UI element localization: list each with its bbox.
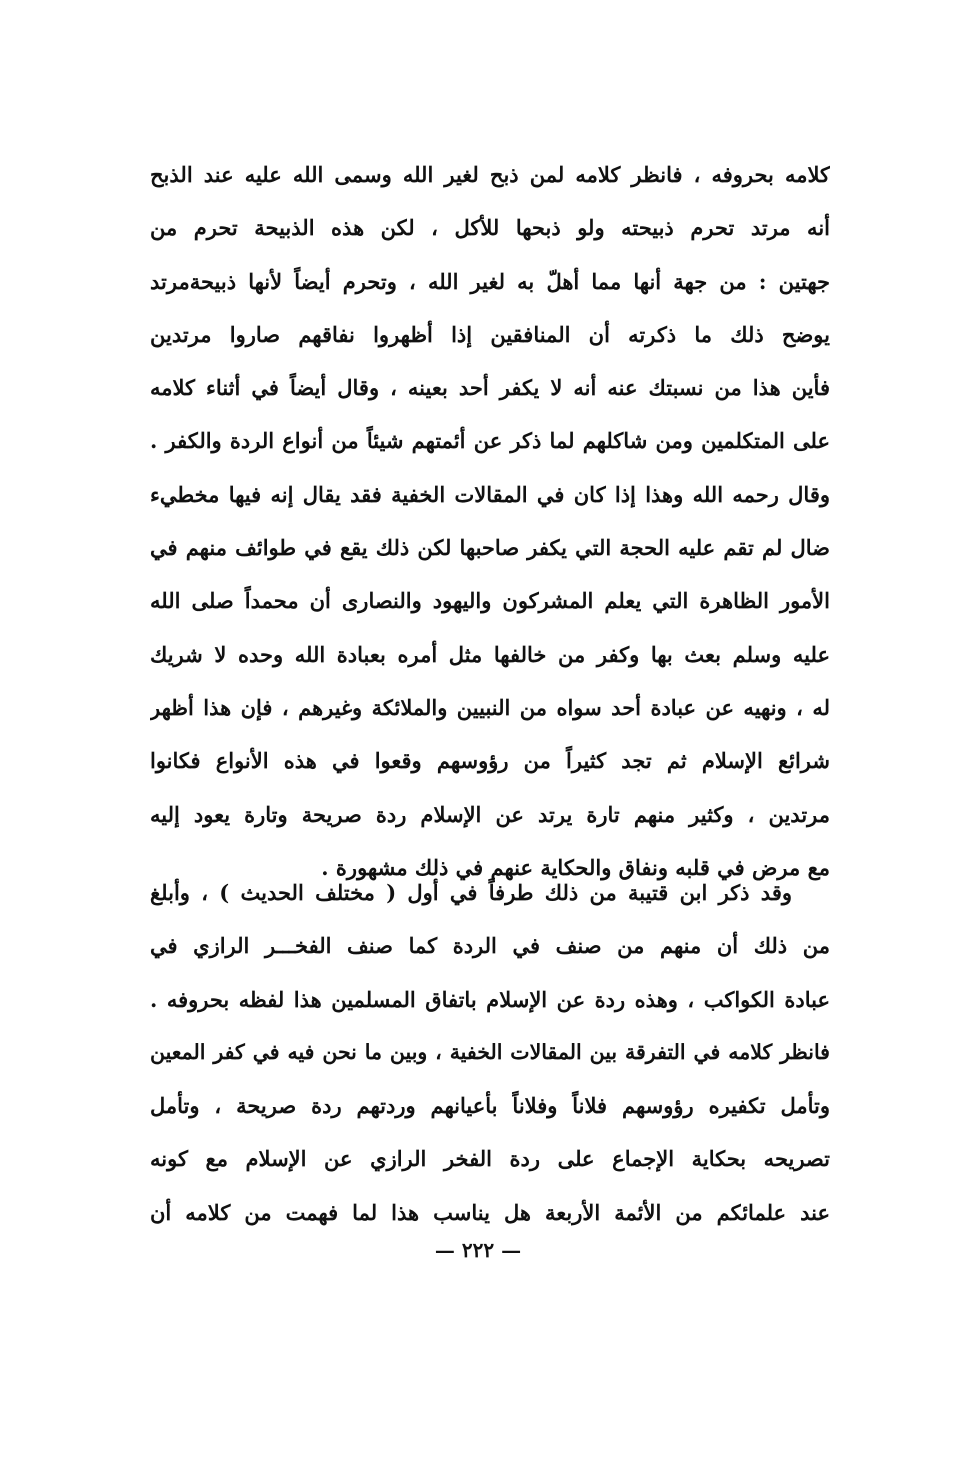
text-line: وقال رحمه الله وهذا إذا كان في المقالات الخفية فقد يقال إنه فيها مخطيء	[150, 481, 830, 507]
page-number: — ٢٢٢ —	[434, 1238, 522, 1262]
text-line: من ذلك أن منهم من صنف في الردة كما صنف الفخـــر الرازي في	[150, 933, 830, 959]
text-line: يوضح ذلك ما ذكرته أن المنافقين إذا أظهروا نفاقهم صاروا مرتدين	[150, 321, 830, 347]
text-line: على المتكلمين ومن شاكلهم لما ذكر عن أئمتهم شيئاً من أنواع الردة والكفر .	[150, 428, 830, 454]
text-line: وقد ذكر ابن قتيبة من ذلك طرفاً في أول ( مختلف الحديث ) ، وأبلغ	[150, 880, 792, 905]
text-line: عبادة الكواكب ، وهذه ردة عن الإسلام باتفاق المسلمين هذا لفظه بحروفه .	[150, 986, 830, 1012]
text-line: مرتدين ، وكثير منهم تارة يرتد عن الإسلام ردة صريحة وتارة يعود إليه	[150, 801, 830, 827]
text-line: الأمور الظاهرة التي يعلم المشركون واليهود والنصارى أن محمداً صلى الله	[150, 588, 830, 614]
paragraph-1	[150, 148, 830, 894]
text-line: كلامه بحروفه ، فانظر كلامه لمن ذبح لغير الله وسمى الله عليه عند الذبح	[150, 162, 830, 187]
text-line: له ، ونهيه عن عبادة أحد سواه من النبيين والملائكة وغيرهم ، فإن هذا أظهر	[150, 694, 830, 720]
paragraph-2	[150, 866, 830, 1239]
text-line: ضال لم تقم عليه الحجة التي يكفر صاحبها لكن ذلك يقع في طوائف منهم في	[150, 535, 830, 561]
text-line: جهتين : من جهة أنها مما أهلّ به لغير الله ، وتحرم أيضاً لأنها ذبيحةمرتد	[150, 268, 830, 294]
text-line: وتأمل تكفيره رؤوسهم فلاناً وفلاناً بأعيانهم وردتهم ردة صريحة ، وتأمل	[150, 1093, 830, 1119]
text-line: عليه وسلم بعث بها وكفر من خالفها مثل أمره بعبادة الله وحده لا شريك	[150, 641, 830, 667]
text-line: تصريحه بحكاية الإجماع على ردة الفخر الرازي عن الإسلام مع كونه	[150, 1146, 830, 1172]
text-line: أنه مرتد تحرم ذبيحته ولو ذبحها للأكل ، لكن هذه الذبيحة تحرم من	[150, 215, 830, 241]
text-line: فانظر كلامه في التفرقة بين المقالات الخفية ، وبين ما نحن فيه في كفر المعين	[150, 1039, 830, 1064]
text-line: فأين هذا من نسبتك عنه أنه لا يكفر أحد بعينه ، وقال أيضاً في أثناء كلامه	[150, 375, 830, 401]
text-line: شرائع الإسلام ثم تجد كثيراً من رؤوسهم وقعوا في هذه الأنواع فكانوا	[150, 748, 830, 774]
text-line: عند علمائكم من الأئمة الأربعة هل يناسب هذا لما فهمت من كلامه أن	[150, 1199, 830, 1225]
text-line: مع مرض في قلبه ونفاق والحكاية عنهم في ذلك مشهورة .	[321, 854, 830, 880]
